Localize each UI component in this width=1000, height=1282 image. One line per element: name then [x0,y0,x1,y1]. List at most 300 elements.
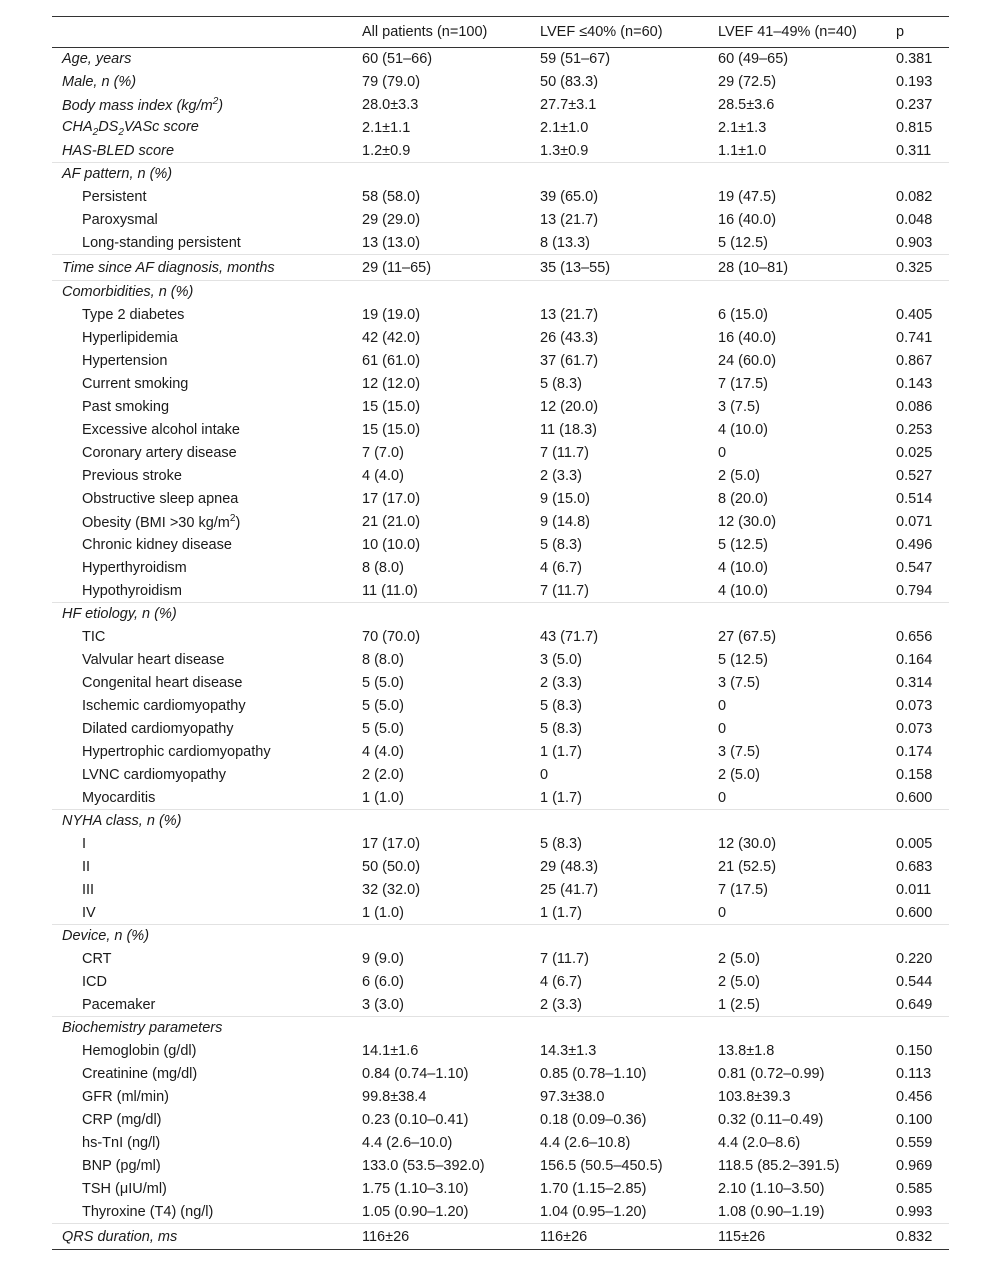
row-label: I [82,836,87,852]
cell-all: 1 (1.0) [362,789,404,806]
row-label: GFR (ml/min) [82,1089,169,1105]
cell-lvef41: 60 (49–65) [718,51,789,68]
row-label: Long-standing persistent [82,234,241,251]
table-row [52,396,949,419]
cell-lvef41: 0 [718,789,727,806]
cell-lvef41: 0 [718,904,727,921]
cell-lvef41: 2 (5.0) [718,468,760,484]
cell-lvef41: 12 (30.0) [718,836,777,852]
label-sub: 2 [118,126,124,138]
label-sub: 2 [92,126,99,138]
row-label: Obstructive sleep apnea [82,491,239,507]
row-label [52,511,362,534]
group-label: HF etiology, n (%) [52,603,362,626]
cell-lvef41: 12 (30.0) [718,514,777,530]
cell-all: 5 (5.0) [362,675,404,691]
cell-all: 4.4 (2.6–10.0) [362,1135,453,1151]
row-label: Ischemic cardiomyopathy [82,698,246,714]
header-p: p [896,17,949,48]
row-label [52,94,362,117]
cell-p: 0.325 [896,255,949,281]
row-label: IV [82,904,96,921]
cell-all: 4 (4.0) [362,468,404,484]
table-row [52,787,949,810]
cell-lvef41: 28.5±3.6 [718,97,775,113]
table-group-row [52,163,949,186]
cell-lvef40: 156.5 (50.5–450.5) [540,1158,663,1174]
cell-p: 0.082 [896,189,933,205]
cell-all: 8 (8.0) [362,560,404,576]
cell-all: 28.0±3.3 [362,97,419,113]
cell-lvef40: 26 (43.3) [540,330,599,346]
table-row [52,1109,949,1132]
cell-lvef41: 5 (12.5) [718,537,768,553]
cell-lvef40: 50 (83.3) [540,74,599,90]
table-row [52,695,949,718]
table-row [52,350,949,373]
cell-lvef41: 5 (12.5) [718,234,768,251]
cell-lvef41: 27 (67.5) [718,629,777,645]
row-label: Hyperthyroidism [82,560,187,576]
table-row [52,1132,949,1155]
label-sup: 2 [212,96,219,108]
cell-lvef40: 7 (11.7) [540,582,589,599]
table-row [52,1063,949,1086]
row-label: Time since AF diagnosis, months [52,255,362,281]
row-label: Myocarditis [82,789,156,806]
cell-all: 133.0 (53.5–392.0) [362,1158,485,1174]
cell-p: 0.311 [896,142,932,159]
cell-p: 0.405 [896,307,933,323]
group-label: Comorbidities, n (%) [52,281,362,304]
cell-lvef40: 8 (13.3) [540,234,590,251]
cell-p: 0.025 [896,445,933,461]
row-label: Past smoking [82,399,170,415]
cell-p: 0.100 [896,1112,933,1128]
table-row [52,94,949,117]
row-label: Hypertension [82,353,168,369]
table-group-row [52,1017,949,1040]
row-label: TIC [82,629,106,645]
cell-all: 29 (29.0) [362,212,421,228]
cell-p: 0.456 [896,1089,933,1105]
table-row [52,902,949,925]
table-row [52,186,949,209]
cell-p: 0.741 [896,330,933,346]
cell-p: 0.011 [896,882,932,898]
row-label: Age, years [62,51,132,68]
cell-all: 17 (17.0) [362,491,421,507]
cell-lvef41: 0.81 (0.72–0.99) [718,1066,825,1082]
row-label: Hypertrophic cardiomyopathy [82,744,271,760]
cell-all: 32 (32.0) [362,882,421,898]
cell-p: 0.585 [896,1181,933,1197]
table-row [52,557,949,580]
cell-lvef40: 2 (3.3) [540,996,582,1013]
cell-p: 0.527 [896,468,933,484]
cell-p: 0.071 [896,514,933,530]
cell-lvef41: 6 (15.0) [718,307,768,323]
cell-lvef40: 4 (6.7) [540,974,582,990]
cell-all: 3 (3.0) [362,996,404,1013]
cell-lvef41: 28 (10–81) [718,255,896,281]
row-label: Dilated cardiomyopathy [82,721,234,737]
table-row [52,534,949,557]
cell-lvef40: 1.04 (0.95–1.20) [540,1203,647,1220]
cell-all: 13 (13.0) [362,234,421,251]
cell-all: 29 (11–65) [362,255,540,281]
cell-p: 0.048 [896,212,933,228]
row-label: TSH (μIU/ml) [82,1181,167,1197]
cell-lvef40: 97.3±38.0 [540,1089,605,1105]
cell-all: 1.05 (0.90–1.20) [362,1203,469,1220]
cell-lvef40: 13 (21.7) [540,307,599,323]
label-text: Obesity (BMI >30 kg/m [82,514,230,531]
cell-p: 0.073 [896,721,933,737]
table-row [52,718,949,741]
cell-p: 0.832 [896,1224,949,1250]
group-label: AF pattern, n (%) [52,163,362,186]
cell-all: 50 (50.0) [362,859,421,875]
cell-p: 0.903 [896,234,933,251]
row-label: Creatinine (mg/dl) [82,1066,198,1082]
cell-lvef41: 1.08 (0.90–1.19) [718,1203,825,1220]
group-label: Device, n (%) [52,925,362,948]
table-row [52,833,949,856]
cell-lvef40: 12 (20.0) [540,399,599,415]
cell-lvef40: 29 (48.3) [540,859,599,875]
cell-all: 2 (2.0) [362,767,404,783]
cell-lvef40: 2.1±1.0 [540,120,589,136]
cell-lvef40: 39 (65.0) [540,189,599,205]
row-label: Coronary artery disease [82,445,237,461]
cell-p: 0.314 [896,675,933,691]
cell-all: 5 (5.0) [362,721,404,737]
cell-p: 0.150 [896,1043,933,1059]
cell-lvef41: 4 (10.0) [718,582,768,599]
table-row [52,1040,949,1063]
cell-lvef40: 7 (11.7) [540,445,589,461]
row-label: LVNC cardiomyopathy [82,767,226,783]
cell-p: 0.547 [896,560,933,576]
row-label: Male, n (%) [62,74,137,90]
table-row [52,764,949,787]
group-label: Biochemistry parameters [52,1017,362,1040]
cell-p: 0.164 [896,652,933,668]
cell-p: 0.158 [896,767,933,783]
table-row [52,304,949,327]
table-row [52,856,949,879]
table-row [52,1155,949,1178]
cell-p: 0.649 [896,996,933,1013]
cell-p: 0.143 [896,376,933,392]
cell-p: 0.683 [896,859,933,875]
cell-lvef40: 3 (5.0) [540,652,582,668]
cell-lvef41: 2 (5.0) [718,951,760,967]
cell-lvef41: 2 (5.0) [718,767,760,783]
cell-all: 99.8±38.4 [362,1089,427,1105]
cell-lvef40: 1 (1.7) [540,744,582,760]
cell-all: 1 (1.0) [362,904,404,921]
cell-lvef41: 0 [718,445,727,461]
row-label: Hypothyroidism [82,582,182,599]
cell-all: 61 (61.0) [362,353,421,369]
cell-lvef41: 4 (10.0) [718,422,768,438]
cell-lvef40: 25 (41.7) [540,882,599,898]
cell-all: 15 (15.0) [362,422,421,438]
row-label: QRS duration, ms [52,1224,362,1250]
table-row [52,649,949,672]
table-row [52,140,949,163]
table-header-row [52,17,949,48]
cell-lvef40: 0.85 (0.78–1.10) [540,1066,647,1082]
table-row [52,255,949,281]
row-label [52,117,362,140]
group-label: NYHA class, n (%) [52,810,362,833]
cell-lvef40: 35 (13–55) [540,255,718,281]
cell-p: 0.005 [896,836,933,852]
cell-lvef40: 43 (71.7) [540,629,599,645]
cell-p: 0.559 [896,1135,933,1151]
cell-p: 0.174 [896,744,933,760]
cell-lvef41: 1 (2.5) [718,996,760,1013]
cell-all: 1.2±0.9 [362,142,411,159]
cell-all: 1.75 (1.10–3.10) [362,1181,469,1197]
cell-lvef41: 2.1±1.3 [718,120,767,136]
cell-lvef40: 1 (1.7) [540,789,582,806]
row-label: CRT [82,951,112,967]
cell-p: 0.544 [896,974,933,990]
table-row [52,626,949,649]
cell-p: 0.381 [896,51,933,68]
table-row [52,488,949,511]
cell-lvef40: 59 (51–67) [540,51,611,68]
cell-all: 11 (11.0) [362,582,418,599]
cell-p: 0.496 [896,537,933,553]
table-row [52,117,949,140]
cell-p: 0.867 [896,353,933,369]
cell-all: 2.1±1.1 [362,120,411,136]
cell-p: 0.600 [896,904,933,921]
table-row [52,373,949,396]
table-row [52,948,949,971]
row-label: ICD [82,974,107,990]
cell-all: 5 (5.0) [362,698,404,714]
table-row [52,442,949,465]
cell-lvef41: 0 [718,721,727,737]
cell-lvef40: 2 (3.3) [540,675,582,691]
cell-lvef41: 16 (40.0) [718,330,777,346]
row-label: Previous stroke [82,468,182,484]
cell-all: 70 (70.0) [362,629,421,645]
cell-all: 0.23 (0.10–0.41) [362,1112,469,1128]
table-row [52,48,949,71]
table-row [52,232,949,255]
header-all-patients: All patients (n=100) [362,17,540,48]
row-label: Paroxysmal [82,212,158,228]
label-text: DS [98,118,119,135]
table-row [52,1224,949,1250]
cell-lvef41: 0 [718,698,727,714]
label-text: ) [235,514,241,531]
cell-lvef41: 7 (17.5) [718,376,768,392]
cell-p: 0.656 [896,629,933,645]
cell-lvef41: 24 (60.0) [718,353,777,369]
row-label: hs-TnI (ng/l) [82,1135,161,1151]
row-label: Excessive alcohol intake [82,422,240,438]
cell-all: 60 (51–66) [362,51,433,68]
label-text: Body mass index (kg/m [62,97,213,114]
header-blank [52,17,362,48]
label-text: ) [218,97,224,114]
cell-all: 4 (4.0) [362,744,404,760]
table-group-row [52,281,949,304]
cell-all: 9 (9.0) [362,951,404,967]
cell-all: 10 (10.0) [362,537,421,553]
cell-lvef41: 2 (5.0) [718,974,760,990]
cell-all: 12 (12.0) [362,376,421,392]
cell-lvef41: 103.8±39.3 [718,1089,791,1105]
header-lvef-40: LVEF ≤40% (n=60) [540,17,718,48]
cell-p: 0.600 [896,789,933,806]
cell-all: 21 (21.0) [362,514,421,530]
baseline-characteristics-table [52,16,949,1250]
row-label: Valvular heart disease [82,652,225,668]
cell-lvef41: 1.1±1.0 [718,142,767,159]
cell-p: 0.514 [896,491,933,507]
cell-p: 0.993 [896,1203,933,1220]
cell-lvef41: 21 (52.5) [718,859,777,875]
cell-p: 0.073 [896,698,933,714]
cell-lvef41: 5 (12.5) [718,652,768,668]
cell-lvef40: 5 (8.3) [540,698,582,714]
row-label: III [82,882,95,898]
table-group-row [52,810,949,833]
table-row [52,71,949,94]
label-sup: 2 [229,513,236,525]
cell-p: 0.815 [896,120,933,136]
label-text: CHA [62,118,93,135]
cell-p: 0.237 [896,97,933,113]
cell-lvef40: 37 (61.7) [540,353,599,369]
cell-p: 0.969 [896,1158,933,1174]
row-label: Congenital heart disease [82,675,243,691]
table-group-row [52,603,949,626]
cell-lvef41: 8 (20.0) [718,491,768,507]
cell-p: 0.086 [896,399,933,415]
cell-lvef40: 1 (1.7) [540,904,582,921]
cell-lvef41: 16 (40.0) [718,212,777,228]
row-label: Hemoglobin (g/dl) [82,1043,197,1059]
row-label: Chronic kidney disease [82,537,232,553]
table-row [52,419,949,442]
cell-all: 19 (19.0) [362,307,421,323]
cell-lvef41: 2.10 (1.10–3.50) [718,1181,825,1197]
table-row [52,1201,949,1224]
row-label: BNP (pg/ml) [82,1158,161,1174]
cell-lvef41: 29 (72.5) [718,74,777,90]
table-row [52,327,949,350]
table-row [52,971,949,994]
cell-p: 0.794 [896,582,933,599]
cell-lvef40: 0 [540,767,549,783]
table-row [52,580,949,603]
table-row [52,879,949,902]
header-lvef-41-49: LVEF 41–49% (n=40) [718,17,896,48]
cell-lvef40: 27.7±3.1 [540,97,597,113]
row-label: Hyperlipidemia [82,330,178,346]
table-row [52,465,949,488]
row-label: Thyroxine (T4) (ng/l) [82,1203,214,1220]
table-group-row [52,925,949,948]
cell-lvef40: 9 (14.8) [540,514,590,530]
table-row [52,1086,949,1109]
cell-lvef41: 3 (7.5) [718,399,760,415]
cell-lvef40: 5 (8.3) [540,721,582,737]
cell-all: 15 (15.0) [362,399,421,415]
cell-lvef40: 5 (8.3) [540,836,582,852]
cell-lvef40: 116±26 [540,1224,718,1250]
cell-all: 8 (8.0) [362,652,404,668]
row-label: CRP (mg/dl) [82,1112,162,1128]
cell-lvef41: 19 (47.5) [718,189,777,205]
table-row [52,994,949,1017]
cell-p: 0.253 [896,422,933,438]
row-label: HAS-BLED score [62,142,175,159]
cell-p: 0.113 [896,1066,932,1082]
cell-all: 6 (6.0) [362,974,404,990]
cell-lvef41: 4 (10.0) [718,560,768,576]
cell-p: 0.220 [896,951,933,967]
cell-lvef40: 11 (18.3) [540,422,597,438]
cell-all: 58 (58.0) [362,189,421,205]
cell-all: 17 (17.0) [362,836,421,852]
cell-lvef40: 5 (8.3) [540,376,582,392]
cell-lvef40: 2 (3.3) [540,468,582,484]
row-label: Pacemaker [82,996,156,1013]
cell-lvef41: 7 (17.5) [718,882,768,898]
row-label: Current smoking [82,376,189,392]
cell-all: 116±26 [362,1224,540,1250]
cell-lvef40: 1.3±0.9 [540,142,589,159]
row-label: Persistent [82,189,147,205]
cell-lvef41: 4.4 (2.0–8.6) [718,1135,801,1151]
cell-all: 14.1±1.6 [362,1043,419,1059]
row-label: Type 2 diabetes [82,307,185,323]
label-text: VASc score [123,118,199,135]
row-label: II [82,859,91,875]
cell-lvef40: 13 (21.7) [540,212,599,228]
table-row [52,672,949,695]
table-row [52,209,949,232]
cell-lvef41: 0.32 (0.11–0.49) [718,1112,824,1128]
cell-all: 7 (7.0) [362,445,404,461]
cell-lvef40: 9 (15.0) [540,491,590,507]
cell-lvef40: 14.3±1.3 [540,1043,597,1059]
cell-lvef40: 7 (11.7) [540,951,589,967]
cell-lvef40: 1.70 (1.15–2.85) [540,1181,647,1197]
cell-lvef41: 13.8±1.8 [718,1043,775,1059]
cell-lvef41: 118.5 (85.2–391.5) [718,1158,840,1174]
cell-all: 42 (42.0) [362,330,421,346]
table-row [52,741,949,764]
table-row [52,511,949,534]
cell-lvef41: 3 (7.5) [718,744,760,760]
cell-lvef40: 5 (8.3) [540,537,582,553]
cell-lvef40: 4.4 (2.6–10.8) [540,1135,631,1151]
cell-lvef40: 0.18 (0.09–0.36) [540,1112,647,1128]
cell-lvef41: 115±26 [718,1224,896,1250]
